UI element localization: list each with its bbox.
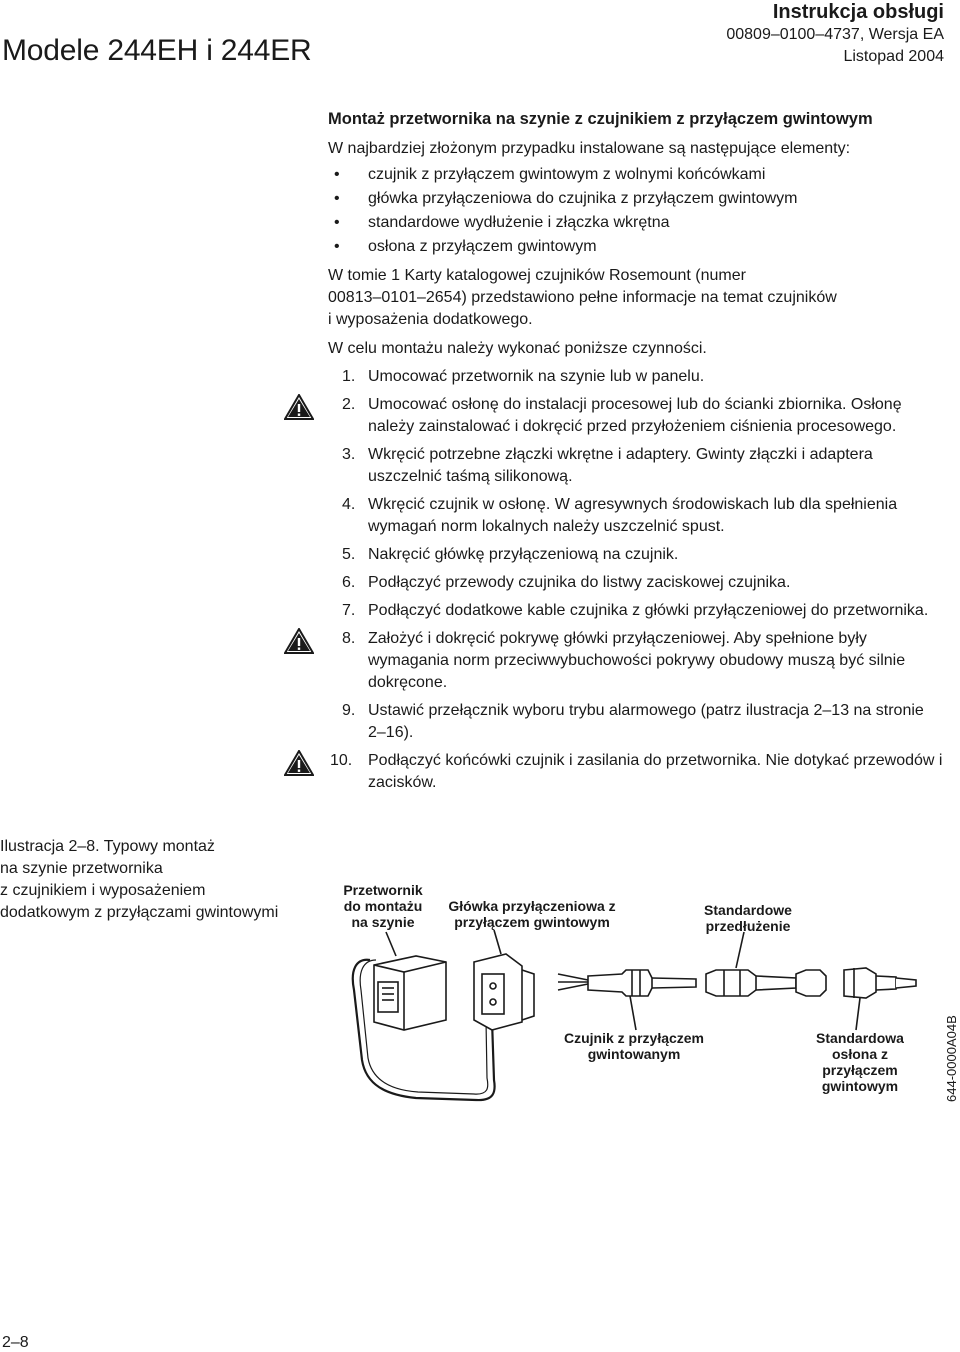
intro-paragraph: W najbardziej złożonym przypadku instalowane są następujące elementy: [328,140,851,157]
step-number: 10. [330,752,353,769]
component-list [328,163,943,259]
step-text: Wkręcić czujnik w osłonę. W agresywnych środowiskach lub dla spełnienia wymagań norm lokalnych należy uszczelnić spust. [368,496,898,535]
step-number: 2. [342,396,356,413]
label-line: do montażu [343,898,423,914]
label-standard-extension [682,902,814,934]
main-content [328,108,943,800]
catalog-paragraph [328,265,943,331]
caption-line: na szynie przetwornika [0,860,163,877]
warning-icon [284,394,314,420]
label-line: gwintowym [821,1078,899,1094]
label-line: Standardowe [704,902,792,918]
header-info [726,0,944,68]
page-number: 2–8 [2,1334,29,1351]
step-item [328,366,943,388]
assembly-figure [296,870,960,1140]
step-number: 4. [342,496,356,513]
catalog-paragraph-line: 00813–0101–2654) przedstawiono pełne informacje na temat czujników [328,289,837,306]
caption-line: dodatkowym z przyłączami gwintowymi [0,904,279,921]
section-title: Montaż przetwornika na szynie z czujnikiem z przyłączem gwintowym [328,110,873,128]
label-line: Czujnik z przyłączem [563,1030,705,1046]
step-number: 3. [342,446,356,463]
step-text: Podłączyć przewody czujnika do listwy zaciskowej czujnika. [368,574,791,591]
step-number: 9. [342,702,356,719]
label-thermowell [794,1030,926,1094]
caption-line: z czujnikiem i wyposażeniem [0,882,206,899]
step-item [328,750,943,794]
warning-icon [284,750,314,776]
document-number: 00809–0100–4737, Wersja EA [726,26,944,43]
step-number: 1. [342,368,356,385]
step-text: Założyć i dokręcić pokrywę główki przyłączeniowej. Aby spełnione były wymagania norm przeciwwybuchowości pokrywy obudowy muszą być silnie dokręcone. [368,630,906,691]
label-line: na szynie [351,914,415,930]
label-line: osłona z [831,1046,888,1062]
document-title: Modele 244EH i 244ER [2,34,312,67]
warning-icon [284,628,314,654]
figure-code: 644-0000A04B [944,1015,959,1102]
step-item [328,600,943,622]
label-line: gwintowanym [587,1046,681,1062]
manual-title: Instrukcja obsługi [772,1,944,23]
step-item [328,494,943,538]
figure-caption [0,836,300,924]
step-item [328,544,943,566]
document-date: Listopad 2004 [843,48,944,65]
step-number: 7. [342,602,356,619]
step-number: 8. [342,630,356,647]
label-line: przedłużenie [705,918,791,934]
caption-line: Ilustracja 2–8. Typowy montaż [0,838,215,855]
step-item [328,444,943,488]
list-item: • czujnik z przyłączem gwintowym z wolnymi końcówkami [328,163,943,187]
step-text: Podłączyć końcówki czujnik i zasilania do przetwornika. Nie dotykać przewodów i zacisków. [368,752,943,791]
step-text: Umocować osłonę do instalacji procesowej lub do ścianki zbiornika. Osłonę należy zainstalować i dokręcić przed przyłożeniem ciśnienia procesowego. [368,396,902,435]
label-line: Przetwornik [343,882,423,898]
steps-list [328,366,943,794]
step-item [328,700,943,744]
step-number: 5. [342,546,356,563]
label-line: przyłączem gwintowym [454,914,610,930]
list-item: • standardowe wydłużenie i złączka wkrętna [328,211,943,235]
step-text: Podłączyć dodatkowe kable czujnika z główki przyłączeniowej do przetwornika. [368,602,929,619]
step-number: 6. [342,574,356,591]
label-line: Główka przyłączeniowa z [448,898,616,914]
step-item [328,394,943,438]
label-connection-head [434,898,630,930]
label-line: przyłączem [822,1062,898,1078]
instructions-intro: W celu montażu należy wykonać poniższe czynności. [328,340,707,357]
catalog-paragraph-line: i wyposażenia dodatkowego. [328,311,533,328]
step-text: Nakręcić główkę przyłączeniową na czujnik. [368,546,679,563]
step-item [328,572,943,594]
step-text: Ustawić przełącznik wyboru trybu alarmowego (patrz ilustracja 2–13 na stronie 2–16). [368,702,924,741]
label-threaded-sensor [552,1030,716,1062]
step-text: Umocować przetwornik na szynie lub w panelu. [368,368,705,385]
catalog-paragraph-line: W tomie 1 Karty katalogowej czujników Rosemount (numer [328,267,746,284]
step-item [328,628,943,694]
step-text: Wkręcić potrzebne złączki wkrętne i adaptery. Gwinty złączki i adaptera uszczelnić taśmą silikonową. [368,446,873,485]
list-item: • osłona z przyłączem gwintowym [328,235,943,259]
label-line: Standardowa [816,1030,904,1046]
list-item: • główka przyłączeniowa do czujnika z przyłączem gwintowym [328,187,943,211]
label-rail-transmitter [330,882,436,930]
